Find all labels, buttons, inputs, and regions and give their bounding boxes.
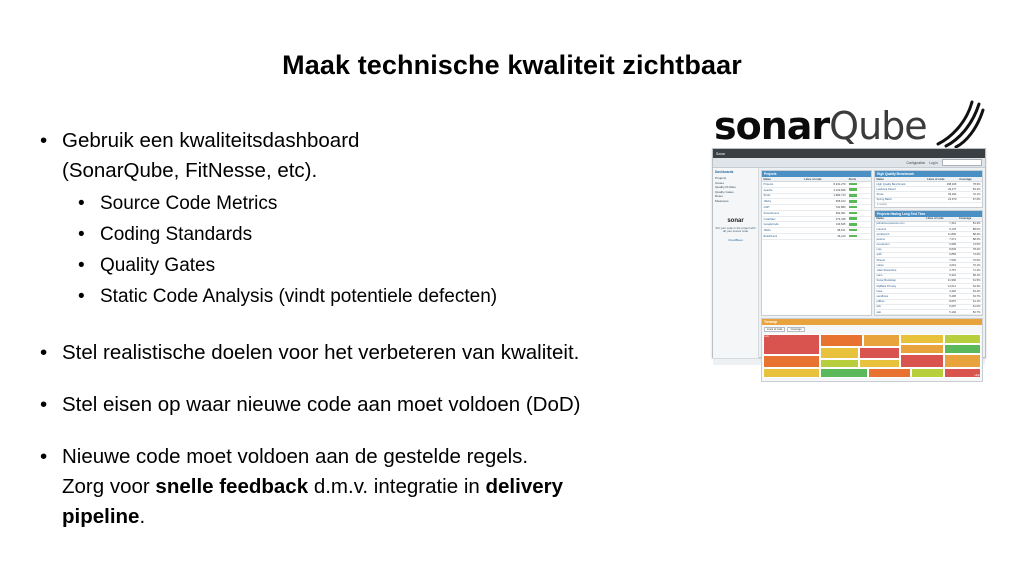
cell-name: Juliet Streamline (875, 268, 925, 273)
logo-text-sonar: sonar (714, 104, 830, 148)
cell-name: maven2 (875, 226, 925, 231)
page-title: Maak technische kwaliteit zichtbaar (282, 50, 742, 80)
benchmark-results-count: 4 results (877, 203, 887, 207)
col-alert: Alerts (847, 177, 871, 182)
status-badge (849, 229, 857, 232)
sonarqube-screenshot-window (712, 148, 986, 378)
cell-name: quilt (875, 252, 925, 257)
cell-name: Wrenst (875, 258, 925, 263)
treemap-cell[interactable] (763, 355, 820, 368)
long-test-table (875, 217, 982, 315)
list-item (62, 188, 682, 219)
text-fragment: d.m.v. integratie in (308, 475, 486, 498)
cell-name: JRuby (762, 199, 803, 205)
treemap-cell[interactable] (944, 334, 981, 344)
logo-text-qube: Qube (829, 104, 927, 148)
sidebar-item-issues[interactable]: Issues (715, 180, 724, 185)
cell-name: Projects (762, 182, 803, 188)
bullet-text: Static Code Analysis (vindt potentiele defecten) (100, 286, 498, 307)
cell-cov: 67.6% (958, 197, 982, 202)
sq-panel-row-top (761, 170, 983, 316)
bullet-glyph: • (40, 341, 48, 364)
cell-cov: 76.5% (957, 258, 982, 263)
spacer (22, 420, 682, 442)
cell-name: Spring Batch (875, 197, 926, 202)
sonar-waves-icon (932, 98, 984, 148)
cell-loc: 63,294 (926, 192, 958, 197)
status-badge (849, 223, 857, 226)
spacer (22, 312, 682, 338)
benchmark-table (875, 177, 982, 203)
sidebar-item-rules[interactable]: Rules (715, 194, 723, 199)
cell-cov: 63.2% (957, 289, 982, 294)
bullet-text-line2: (SonarQube, FitNesse, etc). (62, 159, 318, 182)
treemap-cell[interactable] (900, 354, 944, 368)
sidebar-blurb: Put your code in the project with all your source code (715, 225, 756, 234)
cell-name: jetbrains-upsource.com (875, 221, 925, 226)
treemap-cell[interactable] (763, 334, 820, 355)
panel-title: Projects (762, 171, 871, 177)
cell-loc: 392,001 (803, 210, 847, 216)
treemap-cell[interactable] (820, 334, 864, 347)
col-name: Name (875, 177, 926, 182)
panel-title: Projects Having Long Test Time (875, 211, 982, 217)
status-badge (849, 183, 857, 186)
status-badge (849, 217, 857, 220)
list-item (62, 281, 682, 312)
cell-loc: 46,210 (803, 234, 847, 240)
cell-loc: 7,271 (925, 237, 958, 242)
cell-name: High Quality Benchmark (875, 182, 926, 187)
col-cov: Coverage (958, 177, 982, 182)
treemap-cell[interactable] (820, 368, 868, 378)
sq-body (713, 168, 985, 378)
list-item (62, 219, 682, 250)
list-item (22, 126, 682, 312)
slide-body (22, 126, 682, 532)
cell-name: JIRAs (762, 228, 803, 234)
text-fragment: . (139, 505, 146, 528)
cell-alert (847, 234, 871, 240)
cell-name: Sonar Bootstrap (875, 278, 925, 283)
treemap-widget (762, 325, 982, 381)
cell-loc: 14,011 (925, 284, 958, 289)
cell-loc: 4,103,828 (803, 187, 847, 193)
sq-topbar (713, 149, 985, 158)
sidebar-item-quality-gates[interactable]: Quality Gates (715, 189, 734, 194)
bullet-glyph: • (40, 445, 48, 468)
bullet-glyph: • (78, 224, 85, 245)
col-cov: Coverage (957, 217, 982, 222)
sq-main (759, 168, 985, 378)
cell-cov: 63.7% (957, 294, 982, 299)
sq-configure-link[interactable]: Configuration (906, 160, 926, 165)
long-test-table-body (875, 221, 982, 314)
sq-sidebar (713, 168, 759, 358)
cell-cov: 71.4% (957, 268, 982, 273)
cell-name: base (875, 289, 925, 294)
cell-name: jenkins (875, 237, 925, 242)
sq-subbar (713, 158, 985, 168)
cell-cov: 61.5% (957, 278, 982, 283)
cell-loc: 8,231,279 (803, 182, 847, 188)
treemap-cell[interactable] (944, 344, 981, 355)
cell-loc: 273,438 (803, 216, 847, 222)
cell-loc: 158,406 (926, 182, 958, 187)
bullet-text: Gebruik een kwaliteitsdashboard (62, 129, 360, 152)
bullet-glyph: • (40, 129, 48, 152)
bullet-list-level1 (22, 126, 682, 532)
sq-topbar-brand: Sonar (716, 151, 726, 156)
col-loc: Lines of code (926, 177, 958, 182)
treemap-size-select[interactable]: Lines of code (764, 327, 785, 332)
treemap-cell[interactable] (868, 368, 912, 378)
treemap-legend-high: High (974, 374, 980, 378)
cell-cov: 74.5% (957, 242, 982, 247)
treemap-cell[interactable] (763, 368, 820, 378)
cell-name: ads (875, 304, 925, 309)
cell-loc: 133,845 (803, 222, 847, 228)
panel-treemap (761, 318, 983, 382)
cell-loc: 6,995 (925, 242, 958, 247)
cell-loc: 8,849 (925, 247, 958, 252)
cell-cov: 70.1% (958, 192, 982, 197)
cell-cov: 68.1% (957, 273, 982, 278)
treemap-cell[interactable] (900, 334, 944, 344)
table-row[interactable] (875, 197, 982, 202)
search-input[interactable] (942, 159, 982, 166)
spacer (22, 368, 682, 390)
status-badge (849, 206, 857, 209)
cell-name: Struts (875, 192, 926, 197)
cell-loc: 3,619 (925, 263, 958, 268)
cell-loc: 5,301 (925, 273, 958, 278)
cell-name: Lawbook Parent (875, 187, 926, 192)
treemap-cell[interactable] (859, 347, 900, 358)
treemap-cell[interactable] (863, 334, 900, 347)
cell-loc: 6,856 (925, 252, 958, 257)
list-item (22, 390, 682, 420)
status-badge (849, 194, 857, 197)
cell-cov: 83.4% (958, 187, 982, 192)
bullet-text: Nieuwe code moet voldoen aan de gestelde regels. (62, 445, 529, 468)
sq-right-column (874, 170, 983, 316)
col-loc: Lines of code (803, 177, 847, 182)
bullet-list-level2 (62, 188, 682, 312)
cell-cov: 78.9% (958, 182, 982, 187)
bullet-text: Stel eisen op waar nieuwe code aan moet voldoen (DoD) (62, 393, 581, 416)
cell-loc: 7,412 (925, 221, 958, 226)
cell-name: MyBatis Primary (875, 284, 925, 289)
treemap-controls (763, 326, 981, 333)
text-emphasis-feedback: snelle feedback (155, 475, 309, 498)
treemap-cell[interactable] (820, 359, 859, 369)
cell-cov: 88.2% (957, 232, 982, 237)
bullet-text-line3 (62, 502, 682, 532)
list-item (62, 250, 682, 281)
cell-loc: 511,880 (803, 205, 847, 211)
panel-title: Treemap (762, 319, 982, 325)
sidebar-item-quality-profiles[interactable]: Quality Profiles (715, 185, 736, 190)
status-badge (849, 200, 857, 203)
text-emphasis-pipeline: pipeline (62, 505, 140, 528)
cell-loc: 8,067 (925, 299, 958, 304)
cell-name: GWT (762, 205, 803, 211)
cell-loc: 665,103 (803, 199, 847, 205)
cell-name: nano (875, 273, 925, 278)
cell-cov: 60.7% (957, 309, 982, 314)
treemap-cell[interactable] (911, 368, 944, 378)
cell-loc: 29,477 (926, 187, 958, 192)
cell-name: Apache (762, 187, 803, 193)
cell-cov: 64.3% (957, 284, 982, 289)
list-item (22, 338, 682, 368)
bullet-text: Coding Standards (100, 224, 253, 245)
cell-loc: 9,178 (925, 226, 958, 231)
sidebar-cloudbees-label: CloudBees (728, 238, 743, 243)
cell-name: workbench (875, 232, 925, 237)
cell-cov: 78.2% (957, 247, 982, 252)
panel-long-test-time (874, 210, 983, 316)
cell-name: SonarSource (762, 210, 803, 216)
col-name: Name (762, 177, 803, 182)
cell-loc: 3,767 (925, 268, 958, 273)
cell-name: native (875, 263, 925, 268)
panel-quality-benchmark (874, 170, 983, 208)
cell-name: mps (875, 247, 925, 252)
cell-name: nexusconn (875, 242, 925, 247)
bullet-text: Source Code Metrics (100, 193, 278, 214)
bullet-text: Quality Gates (100, 255, 216, 276)
sidebar-item-measures[interactable]: Measures (715, 198, 729, 203)
sq-login-link[interactable]: Log in (929, 160, 938, 165)
panel-title: High Quality Benchmark (875, 171, 982, 177)
treemap-cell[interactable] (944, 354, 981, 368)
list-item (22, 442, 682, 532)
cell-loc: 4,492 (925, 289, 958, 294)
cell-cov: 81.3% (957, 221, 982, 226)
cell-cov: 88.0% (957, 226, 982, 231)
cell-cov: 61.0% (957, 304, 982, 309)
bullet-glyph: • (78, 193, 85, 214)
sonarqube-illustration (706, 98, 990, 378)
col-loc: Lines of code (925, 217, 958, 222)
cell-cov: 74.0% (957, 252, 982, 257)
text-emphasis-delivery: delivery (485, 475, 563, 498)
treemap-cell[interactable] (820, 347, 859, 358)
cell-name: wiki (875, 309, 925, 314)
bullet-text: Stel realistische doelen voor het verbeteren van kwaliteit. (62, 341, 580, 364)
treemap-cell[interactable] (900, 344, 944, 355)
bullet-glyph: • (78, 286, 85, 307)
treemap-cell[interactable] (859, 359, 900, 369)
cell-loc: 7,540 (925, 258, 958, 263)
benchmark-table-body (875, 182, 982, 203)
cell-loc: 6,697 (925, 304, 958, 309)
cell-name: BuildCheck (762, 234, 803, 240)
table-row[interactable] (762, 234, 871, 240)
cell-loc: 5,194 (925, 309, 958, 314)
cell-name: pdfbox (875, 299, 925, 304)
panel-projects (761, 170, 872, 316)
cell-loc: 24,670 (926, 197, 958, 202)
bullet-glyph: • (78, 255, 85, 276)
bullet-glyph: • (40, 393, 48, 416)
status-badge (849, 212, 857, 215)
bullet-text-line2 (62, 472, 682, 502)
cell-cov: 61.1% (957, 299, 982, 304)
cell-loc: 1,982,713 (803, 193, 847, 199)
status-badge (849, 235, 857, 238)
sidebar-header: Dashboards (715, 170, 734, 174)
projects-table (762, 177, 871, 240)
cell-loc: 98,101 (803, 228, 847, 234)
col-name: Name (875, 217, 925, 222)
cell-cov: 88.4% (957, 237, 982, 242)
text-fragment: Zorg voor (62, 475, 156, 498)
treemap-color-select[interactable]: Coverage (787, 327, 804, 332)
projects-table-body (762, 182, 871, 240)
treemap-grid[interactable] (763, 334, 981, 378)
cell-loc: 21,966 (925, 278, 958, 283)
cell-name: Struts (762, 193, 803, 199)
sidebar-brand: sonar (727, 217, 744, 224)
treemap-legend-low: Low (764, 335, 769, 339)
cell-name: sandbone (875, 294, 925, 299)
cell-cov: 70.1% (957, 263, 982, 268)
sidebar-item-projects[interactable]: Projects (715, 176, 727, 180)
cell-loc: 5,495 (925, 294, 958, 299)
cell-loc: 11,806 (925, 232, 958, 237)
table-row[interactable] (875, 309, 982, 314)
cell-name: GoogleCode (762, 222, 803, 228)
status-badge (849, 188, 857, 191)
cell-name: CodeNarc (762, 216, 803, 222)
